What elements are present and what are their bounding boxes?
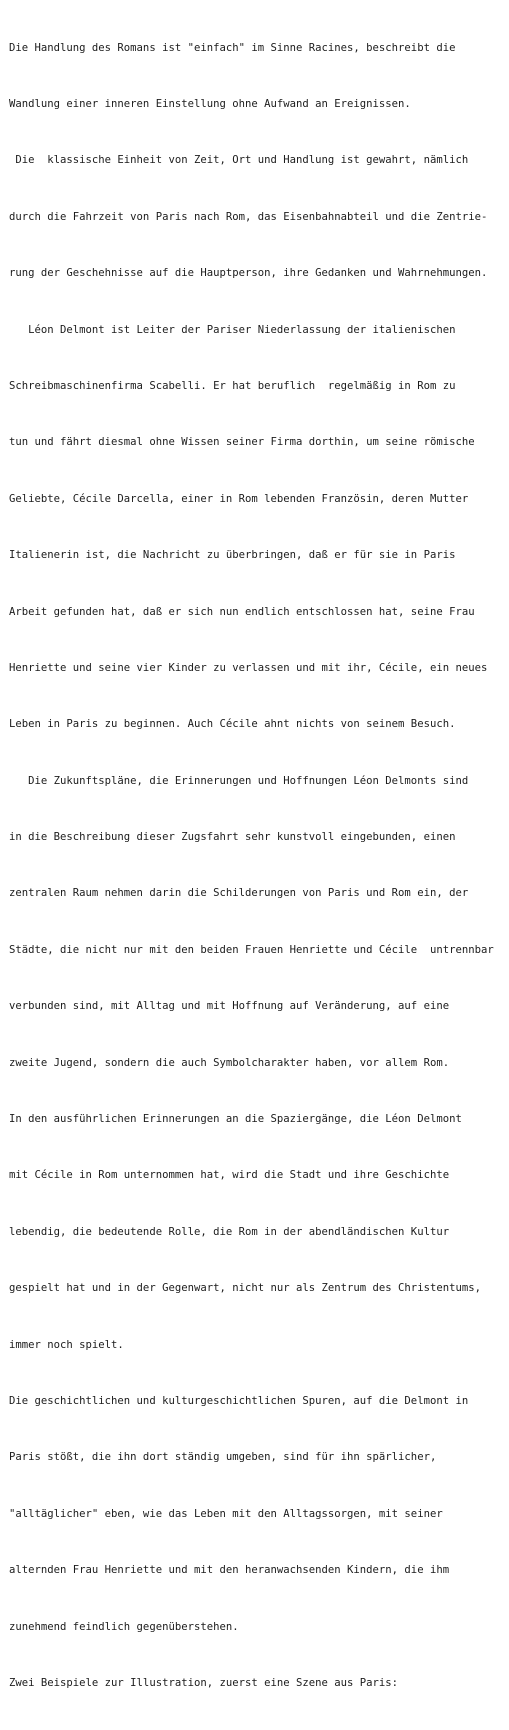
text-line: Leben in Paris zu beginnen. Auch Cécile ahnt nichts von seinem Besuch. — [9, 718, 456, 731]
text-line: rung der Geschehnisse auf die Hauptperson, ihre Gedanken und Wahrnehmungen. — [9, 267, 488, 280]
text-line: gespielt hat und in der Gegenwart, nicht nur als Zentrum des Christentums, — [9, 1282, 481, 1295]
text-line: lebendig, die bedeutende Rolle, die Rom in der abendländischen Kultur — [9, 1225, 450, 1238]
text-line: zunehmend feindlich gegenüberstehen. — [9, 1620, 239, 1633]
text-line: zentralen Raum nehmen darin die Schilderungen von Paris und Rom ein, der — [9, 887, 469, 900]
text-line: Städte, die nicht nur mit den beiden Frauen Henriette und Cécile untrennbar — [9, 943, 494, 956]
text-line: verbunden sind, mit Alltag und mit Hoffnung auf Veränderung, auf eine — [9, 1000, 450, 1013]
text-line: zweite Jugend, sondern die auch Symbolcharakter haben, vor allem Rom. — [9, 1056, 450, 1069]
text-line: Die Handlung des Romans ist "einfach" im Sinne Racines, beschreibt die — [9, 41, 456, 54]
text-line: Die klassische Einheit von Zeit, Ort und Handlung ist gewahrt, nämlich — [9, 154, 469, 167]
text-line: "alltäglicher" eben, wie das Leben mit den Alltagssorgen, mit seiner — [9, 1507, 443, 1520]
text-line: Zwei Beispiele zur Illustration, zuerst eine Szene aus Paris: — [9, 1676, 399, 1689]
text-line: Léon Delmont ist Leiter der Pariser Niederlassung der italienischen — [9, 323, 456, 336]
text-line: Henriette und seine vier Kinder zu verlassen und mit ihr, Cécile, ein neues — [9, 661, 488, 674]
text-line: In den ausführlichen Erinnerungen an die Spaziergänge, die Léon Delmont — [9, 1113, 462, 1126]
text-line: Arbeit gefunden hat, daß er sich nun endlich entschlossen hat, seine Frau — [9, 605, 475, 618]
text-line: durch die Fahrzeit von Paris nach Rom, das Eisenbahnabteil und die Zentrie- — [9, 210, 488, 223]
typed-text-block — [9, 1, 505, 1730]
text-line: Schreibmaschinenfirma Scabelli. Er hat beruflich regelmäßig in Rom zu — [9, 379, 456, 392]
text-line: Paris stößt, die ihn dort ständig umgeben, sind für ihn spärlicher, — [9, 1451, 437, 1464]
text-line: Italienerin ist, die Nachricht zu überbringen, daß er für sie in Paris — [9, 549, 456, 562]
text-line: Wandlung einer inneren Einstellung ohne Aufwand an Ereignissen. — [9, 97, 411, 110]
text-line: Geliebte, Cécile Darcella, einer in Rom lebenden Französin, deren Mutter — [9, 492, 469, 505]
text-line: in die Beschreibung dieser Zugsfahrt sehr kunstvoll eingebunden, einen — [9, 831, 456, 844]
text-line: immer noch spielt. — [9, 1338, 124, 1351]
text-line: tun und fährt diesmal ohne Wissen seiner Firma dorthin, um seine römische — [9, 436, 475, 449]
text-line: alternden Frau Henriette und mit den heranwachsenden Kindern, die ihm — [9, 1564, 450, 1577]
text-line: Die geschichtlichen und kulturgeschichtlichen Spuren, auf die Delmont in — [9, 1394, 469, 1407]
text-line: mit Cécile in Rom unternommen hat, wird die Stadt und ihre Geschichte — [9, 1169, 450, 1182]
text-line: Die Zukunftspläne, die Erinnerungen und Hoffnungen Léon Delmonts sind — [9, 774, 469, 787]
